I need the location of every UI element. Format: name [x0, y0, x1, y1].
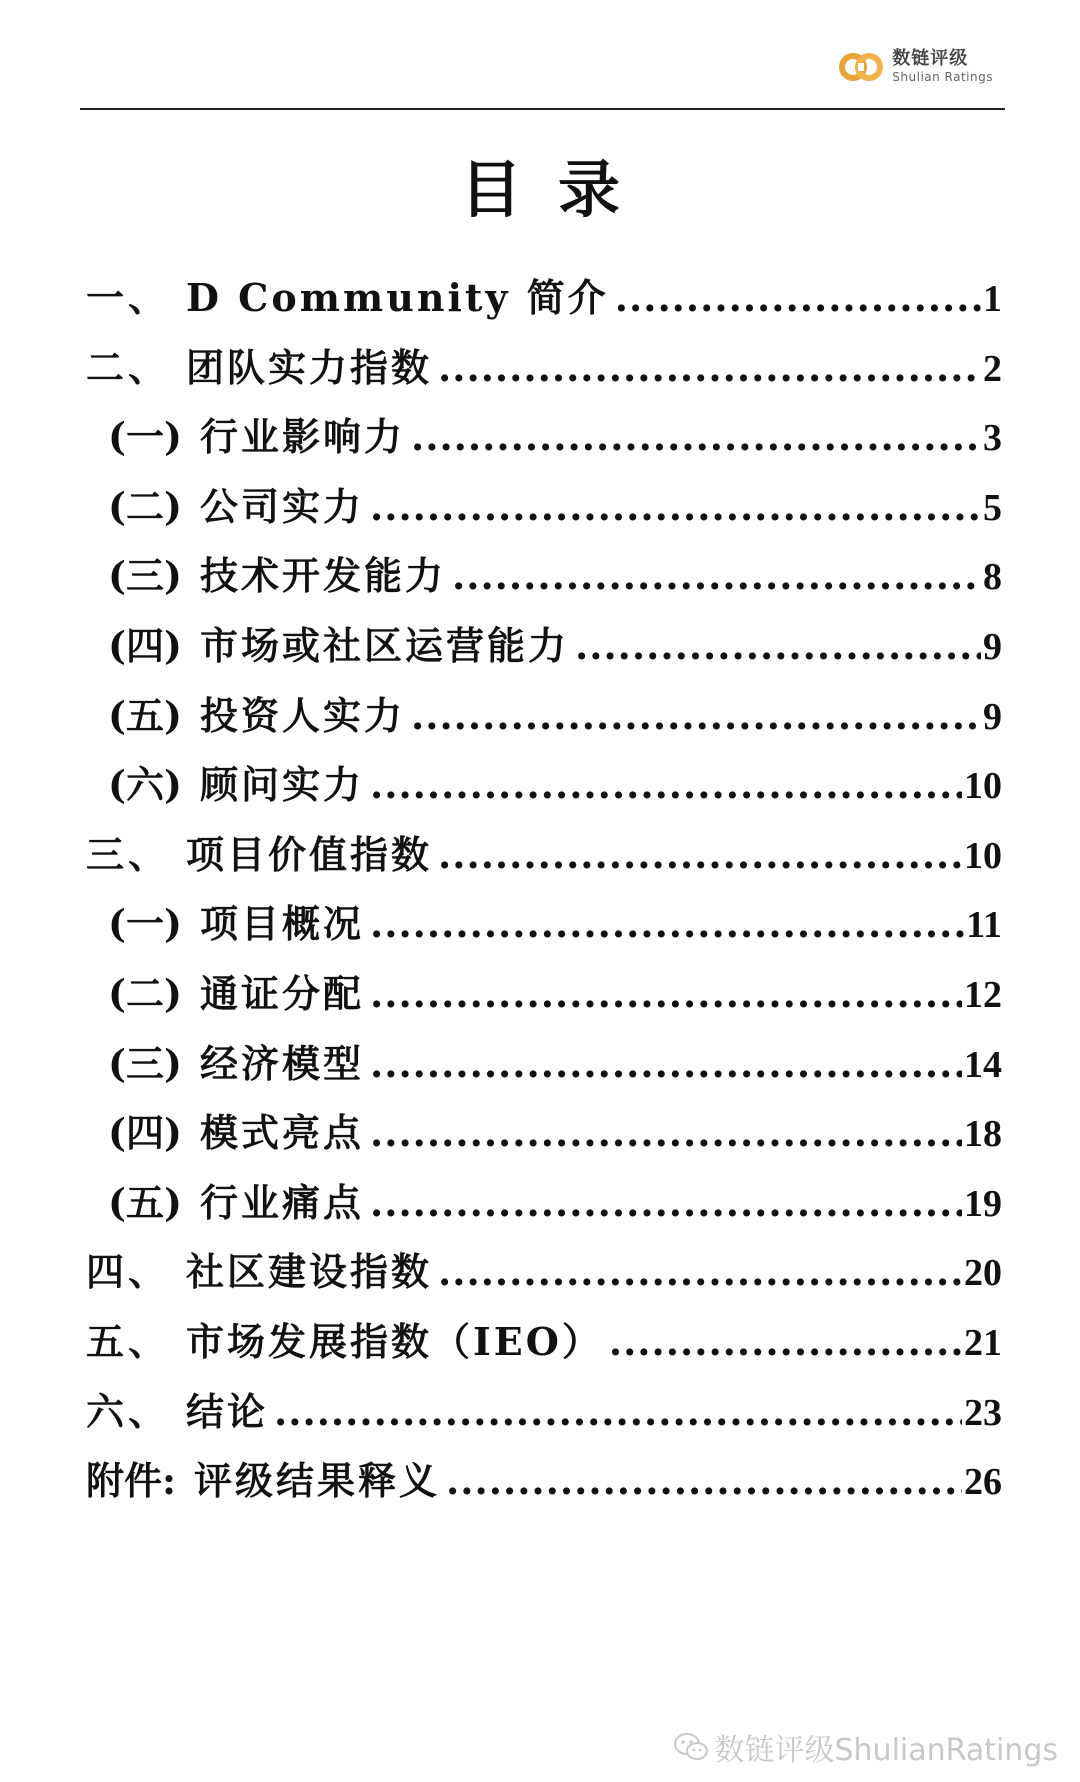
toc-entry-number: (一)	[108, 901, 182, 947]
toc-entry[interactable]	[108, 966, 1002, 1022]
toc-entry-title: 通证分配	[199, 971, 364, 1016]
toc-entry-page-number: 21	[964, 1322, 1002, 1364]
toc-leader-dots	[452, 548, 981, 604]
toc-leader-dots	[438, 340, 981, 396]
toc-entry-title: 模式亮点	[199, 1110, 364, 1156]
toc-leader-dots	[438, 1244, 962, 1300]
logo-chinese-name: 数链评级	[892, 48, 969, 69]
toc-entry[interactable]	[108, 688, 1002, 744]
toc-leader-dots	[370, 896, 964, 952]
wechat-watermark	[673, 1725, 1059, 1769]
toc-leader-dots	[411, 409, 981, 465]
toc-entry-title: 项目价值指数	[186, 831, 433, 877]
toc-entry-page-number: 23	[964, 1391, 1002, 1434]
toc-entry-number: 四、	[86, 1249, 171, 1295]
toc-leader-dots	[446, 1453, 962, 1509]
toc-entry-title: 市场发展指数（IEO）	[186, 1319, 603, 1364]
toc-entry-title: 行业痛点	[199, 1179, 364, 1225]
toc-entry-title: 结论	[186, 1388, 269, 1434]
toc-entry-number: (四)	[108, 1110, 182, 1156]
toc-entry-number: (四)	[108, 623, 182, 668]
toc-leader-dots	[438, 827, 962, 883]
brand-logo	[838, 48, 993, 85]
toc-entry-title: 公司实力	[199, 483, 364, 529]
toc-entry[interactable]	[108, 479, 1002, 535]
toc-entry-page-number: 18	[964, 1113, 1002, 1156]
toc-entry-page-number: 2	[983, 347, 1002, 390]
toc-entry-number: (六)	[108, 762, 182, 808]
toc-entry-title: 市场或社区运营能力	[199, 623, 569, 668]
toc-entry[interactable]	[108, 757, 1002, 813]
toc-entry[interactable]	[86, 827, 1002, 883]
toc-leader-dots	[274, 1384, 962, 1440]
toc-entry[interactable]	[108, 1105, 1002, 1161]
wechat-icon	[673, 1732, 709, 1762]
toc-entry-title: 行业影响力	[199, 414, 405, 460]
toc-leader-dots	[370, 1105, 962, 1161]
toc-entry-page-number: 12	[964, 974, 1002, 1016]
toc-entry-title: 技术开发能力	[199, 553, 446, 599]
toc-entry[interactable]	[108, 618, 1002, 674]
toc-leader-dots	[615, 270, 981, 326]
toc-entry[interactable]	[108, 1036, 1002, 1092]
toc-entry[interactable]	[108, 896, 1002, 952]
toc-entry[interactable]	[86, 340, 1002, 396]
toc-entry-page-number: 19	[964, 1182, 1002, 1225]
toc-entry[interactable]	[108, 1175, 1002, 1231]
toc-entry-number: 二、	[86, 344, 171, 390]
toc-entry-title: 项目概况	[199, 901, 364, 947]
toc-entry[interactable]	[108, 548, 1002, 604]
toc-leader-dots	[370, 479, 981, 535]
toc-entry-title: 社区建设指数	[186, 1249, 433, 1295]
toc-entry-title: 评级结果释义	[194, 1458, 441, 1504]
toc-entry[interactable]	[86, 1384, 1002, 1440]
toc-entry-title: D Community 简介	[186, 275, 609, 320]
toc-entry-number: (五)	[108, 692, 182, 738]
toc-entry[interactable]	[86, 1244, 1002, 1300]
page-header	[80, 40, 1005, 110]
toc-entry-title: 团队实力指数	[186, 344, 433, 390]
toc-entry-page-number: 11	[966, 904, 1002, 947]
toc-entry-number: (二)	[108, 971, 182, 1016]
toc-entry[interactable]	[108, 409, 1002, 465]
toc-entry-page-number: 9	[983, 695, 1002, 738]
toc-entry-number: 附件:	[86, 1458, 177, 1504]
toc-leader-dots	[411, 688, 981, 744]
toc-entry-page-number: 3	[983, 417, 1002, 460]
toc-entry-title: 经济模型	[199, 1040, 364, 1086]
toc-entry-number: 一、	[86, 275, 171, 320]
toc-entry-page-number: 5	[983, 486, 1002, 529]
toc-entry-page-number: 14	[964, 1043, 1002, 1086]
toc-entry-title: 投资人实力	[199, 692, 405, 738]
header-divider	[80, 108, 1005, 110]
watermark-text: 数链评级ShulianRatings	[714, 1733, 1058, 1768]
toc-entry-page-number: 10	[964, 765, 1002, 808]
toc-entry-page-number: 10	[964, 834, 1002, 877]
toc-entry-number: (五)	[108, 1179, 182, 1225]
toc-leader-dots	[370, 1175, 962, 1231]
toc-entry-number: 六、	[86, 1388, 171, 1434]
toc-entry-title: 顾问实力	[199, 762, 364, 808]
toc-entry[interactable]	[86, 270, 1002, 326]
toc-entry-page-number: 8	[983, 556, 1002, 599]
chain-link-logo-icon	[838, 50, 884, 84]
toc-entry-number: 三、	[86, 831, 171, 877]
toc-leader-dots	[575, 618, 981, 674]
toc-entry-page-number: 1	[983, 278, 1002, 320]
toc-entry-number: (二)	[108, 483, 182, 529]
page-title: 目录	[459, 153, 656, 226]
toc-entry-page-number: 20	[964, 1252, 1002, 1295]
logo-english-name: Shulian Ratings	[892, 70, 993, 84]
toc-leader-dots	[370, 1036, 962, 1092]
toc-entry-number: (三)	[108, 1040, 182, 1086]
toc-entry[interactable]	[86, 1314, 1002, 1370]
toc-leader-dots	[370, 757, 962, 813]
toc-entry-page-number: 26	[964, 1461, 1002, 1504]
toc-leader-dots	[370, 966, 962, 1022]
toc-entry[interactable]	[86, 1453, 1002, 1509]
toc-entry-page-number: 9	[983, 626, 1002, 668]
toc-leader-dots	[609, 1314, 962, 1370]
toc-entry-number: 五、	[86, 1319, 171, 1364]
toc-entry-number: (一)	[108, 414, 182, 460]
toc-entry-number: (三)	[108, 553, 182, 599]
